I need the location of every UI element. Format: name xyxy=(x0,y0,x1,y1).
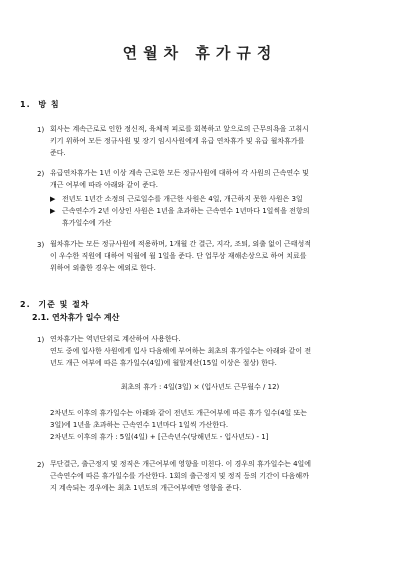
paragraph-line: 지 계속되는 경우에는 최초 1년도의 개근여부에만 영향을 준다. xyxy=(50,484,242,492)
paragraph-line: 이 우수한 직원에 대하여 익월에 월 1일을 준다. 단 업무상 재해손상으로 하여 치료를 xyxy=(50,252,307,260)
bullet-item xyxy=(62,193,392,205)
bullet-item xyxy=(62,205,392,229)
paragraph-line: 연도 중에 입사한 사원에게 입사 다음해에 부여하는 최초의 휴가일수는 아래와 같이 전 xyxy=(50,347,312,355)
section-1-heading xyxy=(20,99,60,110)
section-number: 2. xyxy=(20,300,31,309)
paragraph-line: 연차휴가는 역년단위로 계산하여 사용한다. xyxy=(50,335,181,343)
paragraph-line: 2차년도 이후의 휴가일수는 아래와 같이 전년도 개근여부에 따른 휴가 일수(4일 또는 xyxy=(50,409,308,417)
paragraph-line: 회사는 계속근로로 인한 정신적, 육체적 피로를 회복하고 앞으로의 근무의욕을 고취시 xyxy=(50,125,309,133)
paragraph-line: 근속연수에 따른 휴가일수를 가산한다. 1회의 출근정지 및 정직 등의 기간이 다음해까 xyxy=(50,472,309,480)
paragraph xyxy=(50,167,380,191)
item-number: 2) xyxy=(37,461,45,469)
paragraph-line: 개근 여부에 따라 아래와 같이 준다. xyxy=(50,181,159,189)
bullet-marker: ▶ xyxy=(50,207,56,215)
section-title: 방 침 xyxy=(38,100,60,109)
paragraph-line: 2차년도 이후의 휴가 : 5일(4일) + [근속년수(당해년도 - 입사년도) - 1] xyxy=(50,433,269,441)
bullet-line: 전년도 1년간 소정의 근로일수를 개근한 사원은 4일, 개근하지 못한 사원은 3일 xyxy=(62,195,303,203)
paragraph-line: 키기 위하여 모든 정규사원 및 장기 임시사원에게 유급 연차휴가 및 유급 월차휴가를 xyxy=(50,137,305,145)
bullet-line: 휴가일수에 가산 xyxy=(62,219,112,227)
section-2-heading xyxy=(20,299,90,310)
item-number: 1) xyxy=(37,336,45,344)
paragraph xyxy=(50,333,380,369)
paragraph-line: 준다. xyxy=(50,149,66,157)
paragraph-line: 년도 개근 여부에 따른 휴가일수(4일)에 월할계산(15일 이상은 절상) 한다. xyxy=(50,359,277,367)
paragraph-line: 월차휴가는 모든 정규사원에 적용하며, 1개월 간 결근, 지각, 조퇴, 외출 없이 근태성적 xyxy=(50,240,311,248)
item-number: 1) xyxy=(37,126,45,134)
item-number: 3) xyxy=(37,241,45,249)
paragraph xyxy=(50,238,380,274)
paragraph-line: 3일)에 1년을 초과하는 근속연수 1년마다 1일씩 가산한다. xyxy=(50,421,229,429)
paragraph-line: 위하여 외출한 경우는 예외로 한다. xyxy=(50,264,156,272)
paragraph-line: 유급연차휴가는 1년 이상 계속 근로한 모든 정규사원에 대하여 각 사원의 근속연수 및 xyxy=(50,169,309,177)
section-number: 1. xyxy=(20,100,31,109)
paragraph xyxy=(50,458,380,494)
document-title: 연월차 휴가규정 xyxy=(122,44,278,62)
item-number: 2) xyxy=(37,170,45,178)
section-title: 기준 및 절차 xyxy=(38,300,90,309)
formula: 최초의 휴가 : 4일(3일) × (입사년도 근무월수 / 12) xyxy=(120,383,280,391)
bullet-marker: ▶ xyxy=(50,195,56,203)
paragraph xyxy=(50,407,380,443)
paragraph-line: 무단결근, 출근정지 및 정직은 개근여부에 영향을 미친다. 이 경우의 휴가일수는 4일에 xyxy=(50,460,312,468)
subsection-heading: 2.1. 연차휴가 일수 계산 xyxy=(32,313,120,322)
paragraph xyxy=(50,123,380,159)
bullet-line: 근속연수가 2년 이상인 사원은 1년을 초과하는 근속연수 1년마다 1일씩을 전항의 xyxy=(62,207,310,215)
